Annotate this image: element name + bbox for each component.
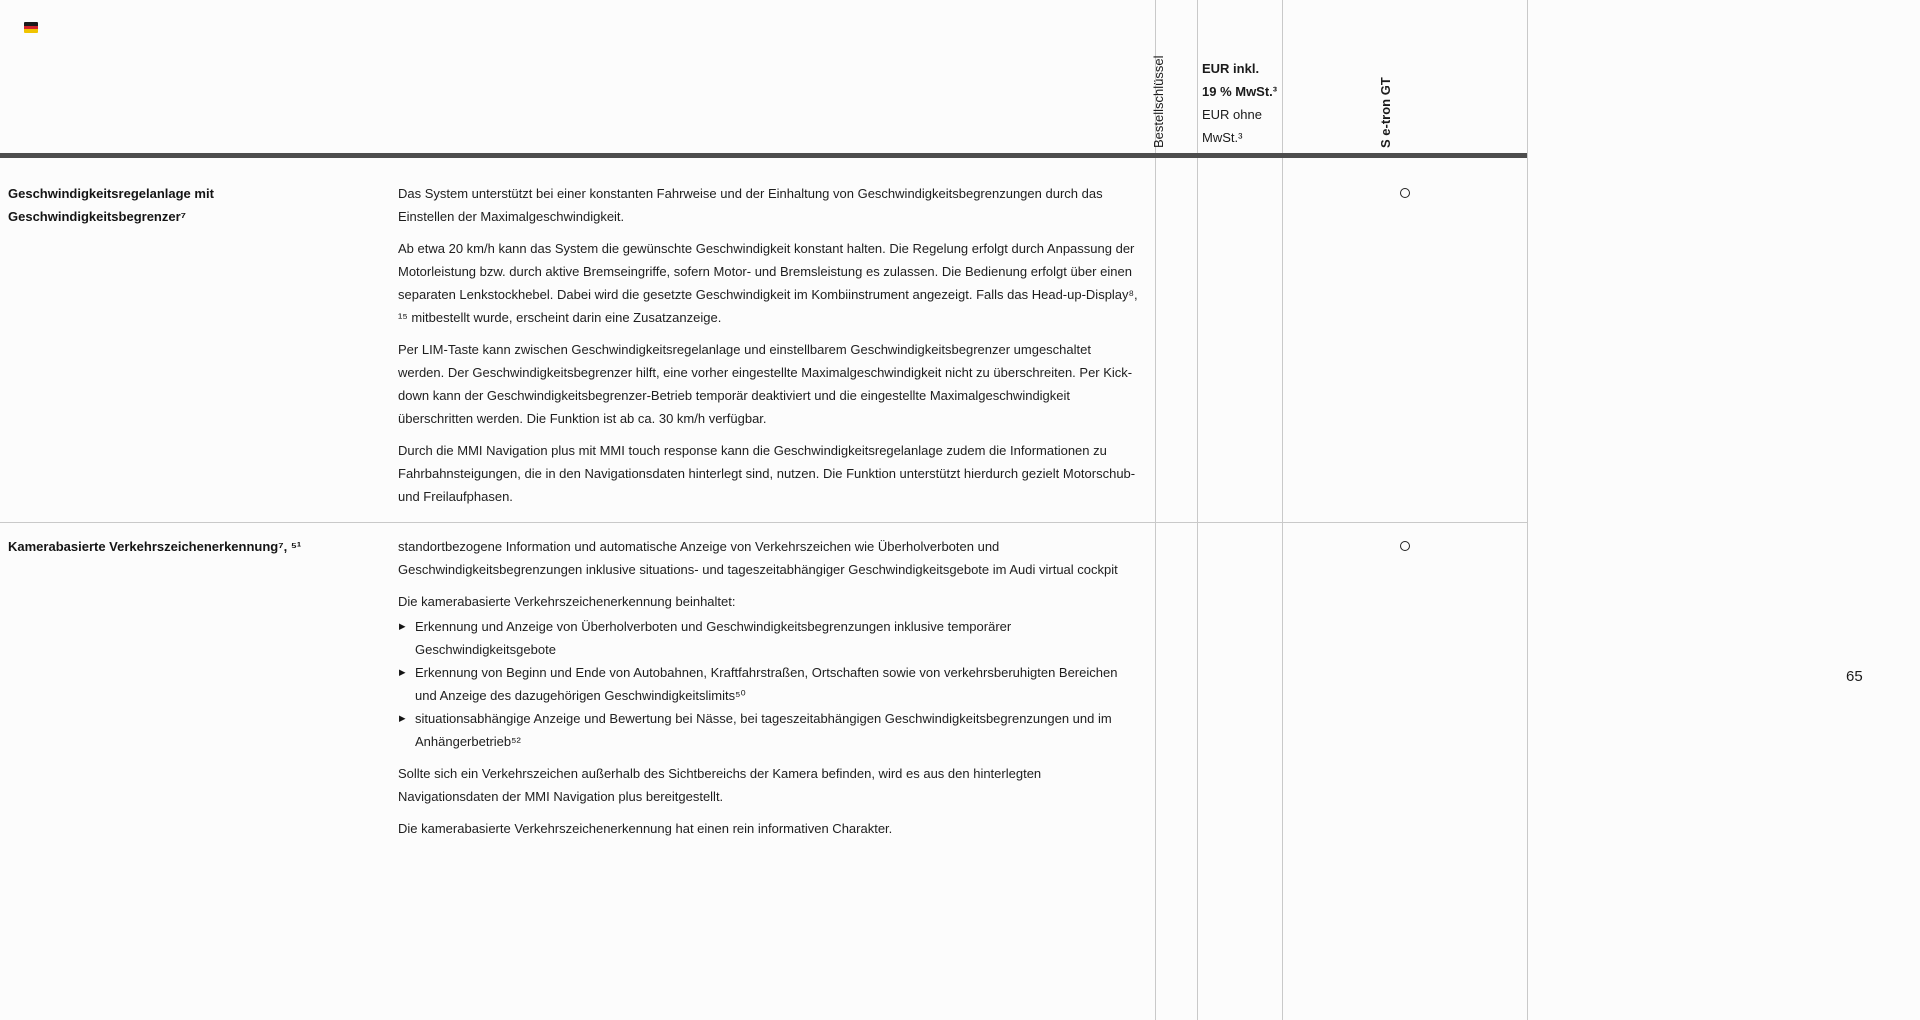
availability-cell xyxy=(1282,188,1527,198)
feature-description xyxy=(398,535,1140,840)
table-right-edge xyxy=(1527,0,1528,1020)
bullet-item xyxy=(398,661,1140,707)
bullet-item xyxy=(398,615,1140,661)
price-header-line-1: EUR inkl. xyxy=(1202,61,1260,76)
feature-name: Kamerabasierte Verkehrszeichenerkennung⁷, ⁵¹ xyxy=(8,539,302,554)
bullet-text: Erkennung und Anzeige von Überholverboten und Geschwindigkeitsbegrenzungen inklusive temporärer Geschwindigkeitsgebote xyxy=(415,619,1012,657)
description-paragraph: Sollte sich ein Verkehrszeichen außerhalb des Sichtbereichs der Kamera befinden, wird es aus den hinterlegten Navigationsdaten der MMI Navigation plus bereitgestellt. xyxy=(398,766,1042,804)
column-header-price xyxy=(1202,57,1277,149)
column-header-model: S e-tron GT xyxy=(1378,77,1393,148)
column-header-order-code: Bestellschlüssel xyxy=(1151,55,1166,148)
flag-stripe-gold xyxy=(24,29,38,33)
table-row xyxy=(0,158,1527,522)
description-paragraph: Das System unterstützt bei einer konstanten Fahrweise und der Einhaltung von Geschwindigkeitsbegrenzungen durch das Einstellen der Maximalgeschwindigkeit. xyxy=(398,186,1103,224)
bullet-arrow-icon: ▶ xyxy=(399,667,406,677)
bullet-arrow-icon: ▶ xyxy=(399,713,406,723)
description-paragraph: standortbezogene Information und automatische Anzeige von Verkehrszeichen wie Überholverboten und Geschwindigkeitsbegrenzungen inklusive situations- und tageszeitabhängiger Geschwindigkeitsgebote im Audi virtual cockpit xyxy=(398,539,1118,577)
bullet-list xyxy=(398,615,1140,753)
table-row xyxy=(0,522,1527,854)
description-paragraph: Ab etwa 20 km/h kann das System die gewünschte Geschwindigkeit konstant halten. Die Regelung erfolgt durch Anpassung der Motorleistung bzw. durch aktive Bremseingriffe, sofern Motor- und Bremsleistung es zulassen. Die Bedienung erfolgt über einen separaten Lenkstockhebel. Dabei wird die gesetzte Geschwindigkeit im Kombiinstrument angezeigt. Falls das Head-up-Display⁸, ¹⁵ mitbestellt wurde, erscheint darin eine Zusatzanzeige. xyxy=(398,241,1138,325)
table-rows xyxy=(0,158,1527,854)
bullet-text: Erkennung von Beginn und Ende von Autobahnen, Kraftfahrstraßen, Ortschaften sowie von verkehrsberuhigten Bereichen und Anzeige des dazugehörigen Geschwindigkeitslimits⁵⁰ xyxy=(415,665,1118,703)
bullet-text: situationsabhängige Anzeige und Bewertung bei Nässe, bei tageszeitabhängigen Geschwindigkeitsbegrenzungen und im Anhängerbetrieb⁵² xyxy=(415,711,1112,749)
availability-circle-icon xyxy=(1400,541,1410,551)
description-paragraph: Durch die MMI Navigation plus mit MMI touch response kann die Geschwindigkeitsregelanlage zudem die Informationen zu Fahrbahnsteigungen, die in den Navigationsdaten hinterlegt sind, nutzen. Die Funktion unterstützt hierdurch gezielt Motorschub- und Freilaufphasen. xyxy=(398,443,1136,504)
description-paragraph: Die kamerabasierte Verkehrszeichenerkennung hat einen rein informativen Charakter. xyxy=(398,821,893,836)
description-paragraph: Die kamerabasierte Verkehrszeichenerkennung beinhaltet: xyxy=(398,594,736,609)
bullet-arrow-icon: ▶ xyxy=(399,621,406,631)
feature-description xyxy=(398,182,1140,508)
price-header-line-2: 19 % MwSt.³ xyxy=(1202,84,1278,99)
german-flag-icon xyxy=(24,22,38,33)
availability-circle-icon xyxy=(1400,188,1410,198)
price-header-line-3: EUR ohne xyxy=(1202,107,1262,122)
availability-cell xyxy=(1282,541,1527,551)
page-number: 65 xyxy=(1846,668,1863,685)
feature-name: Geschwindigkeitsregelanlage mit Geschwindigkeitsbegrenzer⁷ xyxy=(8,186,214,224)
description-paragraph: Per LIM-Taste kann zwischen Geschwindigkeitsregelanlage und einstellbarem Geschwindigkeitsbegrenzer umgeschaltet werden. Der Geschwindigkeitsbegrenzer hilft, eine vorher eingestellte Maximalgeschwindigkeit nicht zu überschreiten. Per Kick-down kann der Geschwindigkeitsbegrenzer-Betrieb temporär deaktiviert und die eingestellte Maximalgeschwindigkeit überschritten werden. Die Funktion ist ab ca. 30 km/h verfügbar. xyxy=(398,342,1133,426)
price-header-line-4: MwSt.³ xyxy=(1202,130,1243,145)
bullet-item xyxy=(398,707,1140,753)
